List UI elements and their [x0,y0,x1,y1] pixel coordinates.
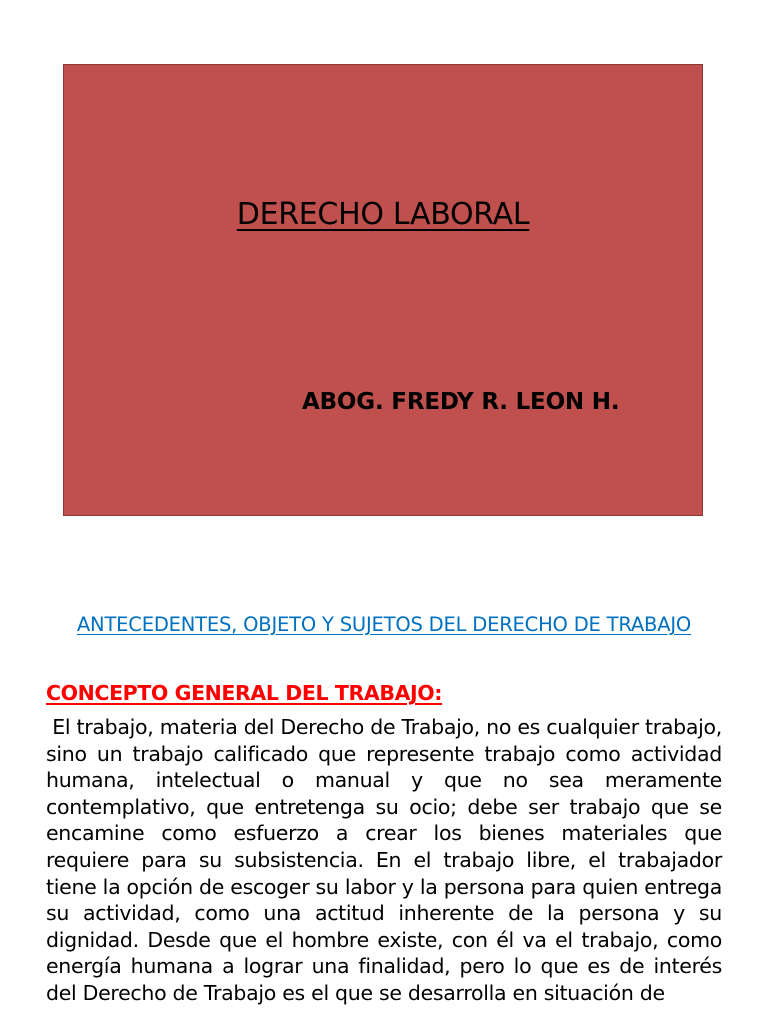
concept-heading: CONCEPTO GENERAL DEL TRABAJO: [46,681,443,705]
slide-author: ABOG. FREDY R. LEON H. [302,389,620,415]
section-heading-link[interactable]: ANTECEDENTES, OBJETO Y SUJETOS DEL DERECHO DE TRABAJO [76,613,692,636]
concept-body-text [46,714,722,1007]
concept-body-content: El trabajo, materia del Derecho de Trabajo, no es cualquier trabajo, sino un trabajo calificado que represente trabajo como actividad humana, intelectual o manual y que no sea meramente contemplativo, que entretenga su ocio; debe ser trabajo que se encamine como esfuerzo a crear los bienes materiales que requiere para su subsistencia. En el trabajo libre, el trabajador tiene la opción de escoger su labor y la persona para quien entrega su actividad, como una actitud inherente de la persona y su dignidad. Desde que el hombre existe, con él va el trabajo, como energía humana a lograr una finalidad, pero lo que es de interés del Derecho de Trabajo es el que se desarrolla en situación de [46,715,723,1005]
title-slide [63,64,703,516]
slide-title: DERECHO LABORAL [236,197,530,232]
